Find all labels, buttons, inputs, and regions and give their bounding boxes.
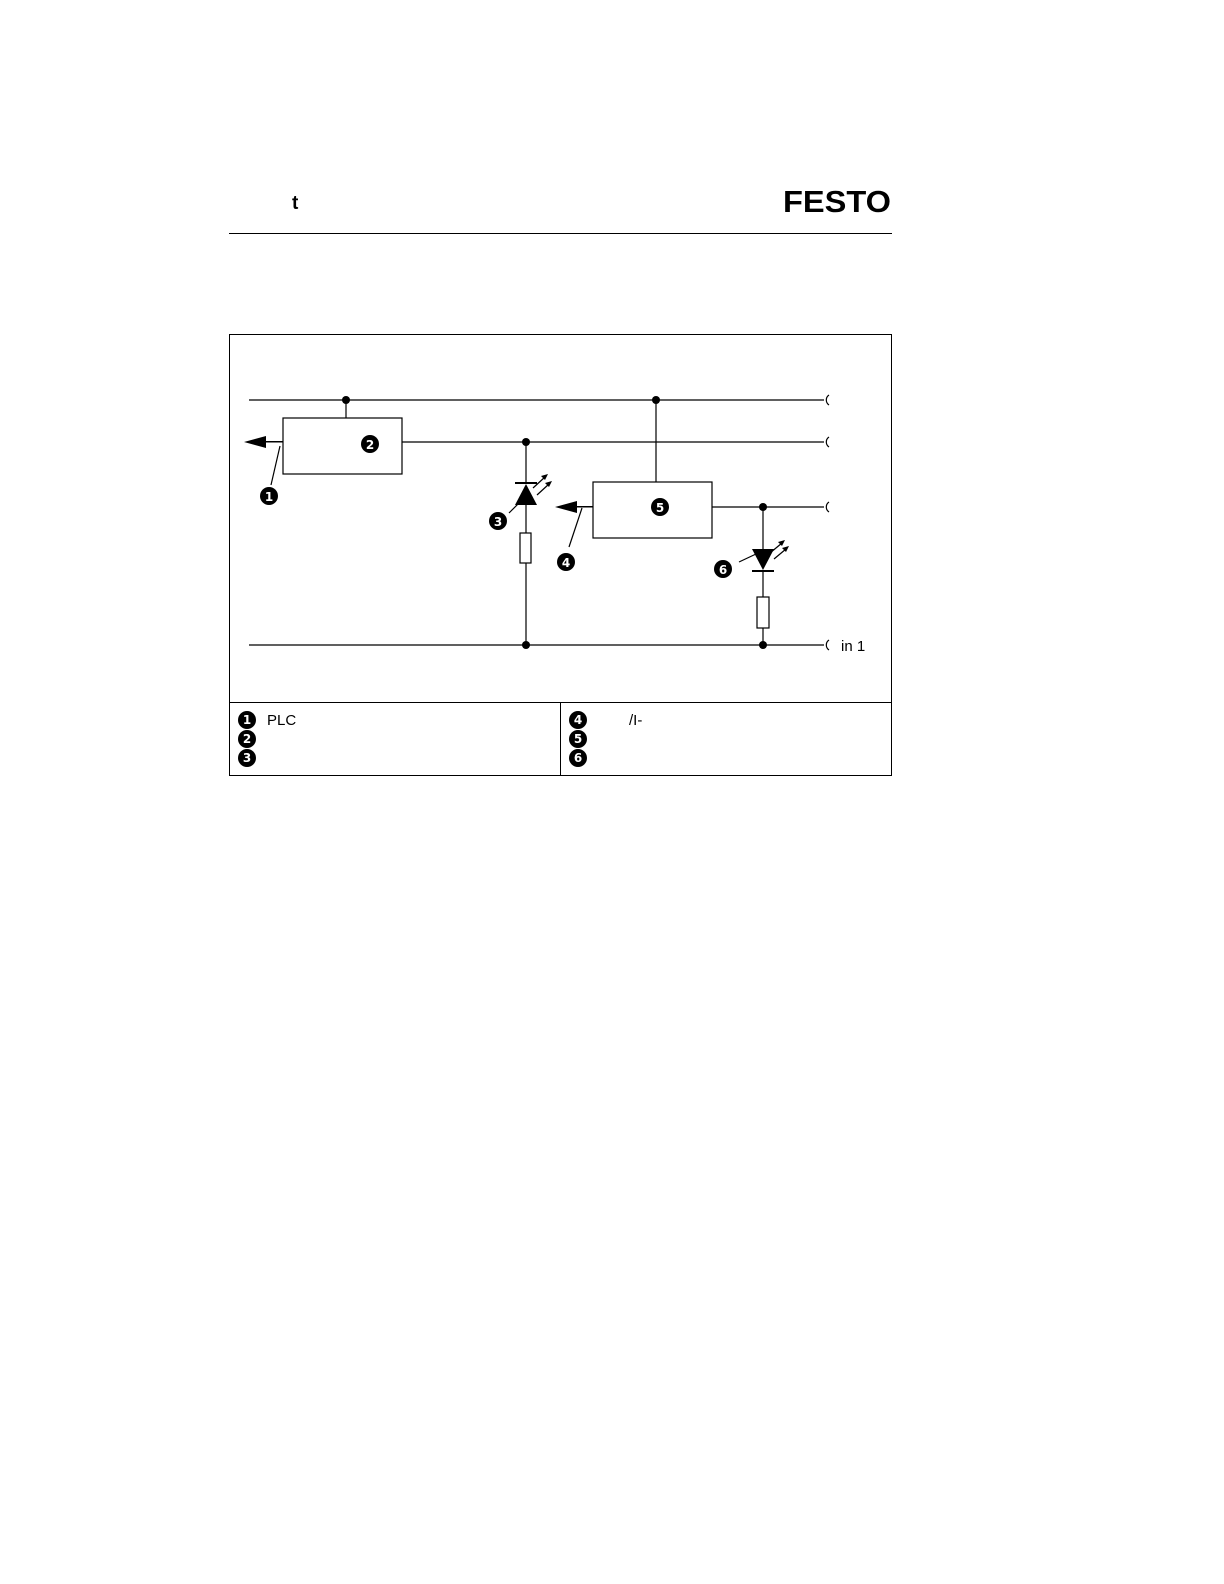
callout-1: [260, 487, 278, 505]
legend-item-1: [238, 711, 296, 729]
header-divider: [229, 233, 892, 234]
svg-text:4: 4: [561, 556, 571, 570]
output-arrow-1: [244, 436, 266, 448]
resistor-2: [757, 597, 769, 628]
page-header-title: t: [292, 193, 299, 214]
legend-item-5: [569, 730, 598, 748]
legend-divider: [560, 703, 561, 776]
svg-text:FESTO: FESTO: [783, 186, 891, 216]
callout-4: [557, 553, 575, 571]
terminal-label-in1: in 1: [841, 638, 866, 655]
legend-number-2: 2: [238, 730, 256, 748]
legend-item-4: [569, 711, 642, 729]
terminal-2: [826, 437, 829, 447]
terminal-3: [826, 502, 829, 512]
svg-text:3: 3: [493, 515, 503, 529]
legend-text-4: /I-: [629, 711, 643, 729]
block-2: [283, 418, 402, 474]
figure-legend: [230, 702, 891, 776]
terminal-4: [826, 640, 829, 650]
legend-item-6: [569, 749, 598, 767]
legend-number-5: 5: [569, 730, 587, 748]
circuit-diagram: [230, 335, 891, 702]
legend-text-1: PLC: [267, 711, 297, 729]
legend-number-3: 3: [238, 749, 256, 767]
output-arrow-2: [555, 501, 577, 513]
callout-3: [489, 512, 507, 530]
callout-5: [651, 498, 669, 516]
svg-text:1: 1: [264, 490, 274, 504]
led-diode-2: [752, 549, 774, 570]
svg-text:6: 6: [718, 563, 728, 577]
resistor-1: [520, 533, 531, 563]
legend-item-3: [238, 749, 267, 767]
legend-number-1: 1: [238, 711, 256, 729]
callout-2: [361, 435, 379, 453]
legend-number-6: 6: [569, 749, 587, 767]
callout-6: [714, 560, 732, 578]
svg-text:5: 5: [655, 501, 665, 515]
svg-text:2: 2: [365, 438, 375, 452]
circuit-figure: [229, 334, 892, 776]
legend-item-2: [238, 730, 267, 748]
legend-number-4: 4: [569, 711, 587, 729]
terminal-1: [826, 395, 829, 405]
festo-logo: [783, 186, 893, 216]
